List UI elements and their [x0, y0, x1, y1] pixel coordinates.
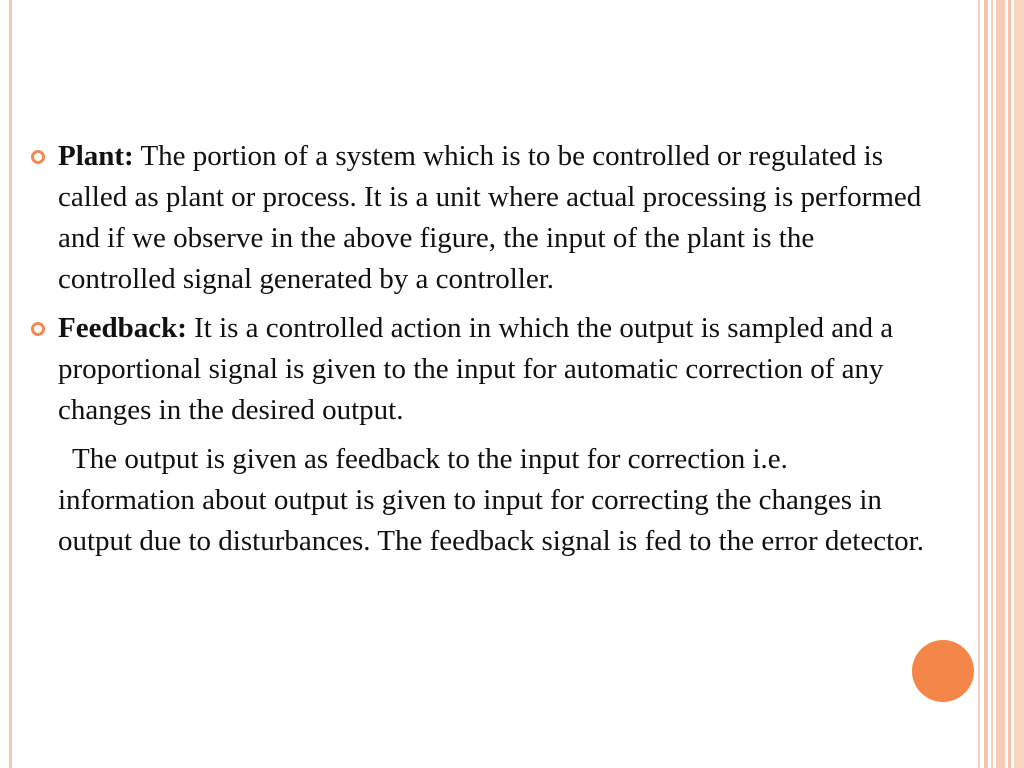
- bullet-term: Feedback:: [58, 312, 187, 344]
- ring-bullet-icon: [31, 150, 45, 164]
- bullet-text: The portion of a system which is to be controlled or regulated is called as plant or process. It is a unit where actual processing is performed and if we observe in the above figure, the input of the plant is the controlled signal generated by a controller.: [58, 140, 922, 295]
- frame-stripe: [978, 0, 980, 768]
- left-frame-line: [9, 0, 12, 768]
- frame-stripe: [991, 0, 993, 768]
- right-frame-stripes: [978, 0, 1024, 768]
- ring-bullet-icon: [31, 322, 45, 336]
- orange-circle: [912, 640, 974, 702]
- bullet-plant: [58, 136, 928, 300]
- bullet-text: It is a controlled action in which the output is sampled and a proportional signal is given to the input for automatic correction of any changes in the desired output.: [58, 312, 894, 426]
- frame-stripe: [996, 0, 1005, 768]
- frame-stripe: [984, 0, 988, 768]
- paragraph-text: The output is given as feedback to the input for correction i.e. information about output is given to input for correcting the changes in output due to disturbances. The feedback signal is fed to the error detector.: [58, 443, 924, 557]
- bullet-term: Plant:: [58, 140, 134, 172]
- frame-stripe: [1014, 0, 1024, 768]
- bullet-feedback: [58, 308, 928, 431]
- slide-body: [58, 136, 928, 562]
- feedback-paragraph: [58, 439, 928, 562]
- frame-stripe: [1008, 0, 1011, 768]
